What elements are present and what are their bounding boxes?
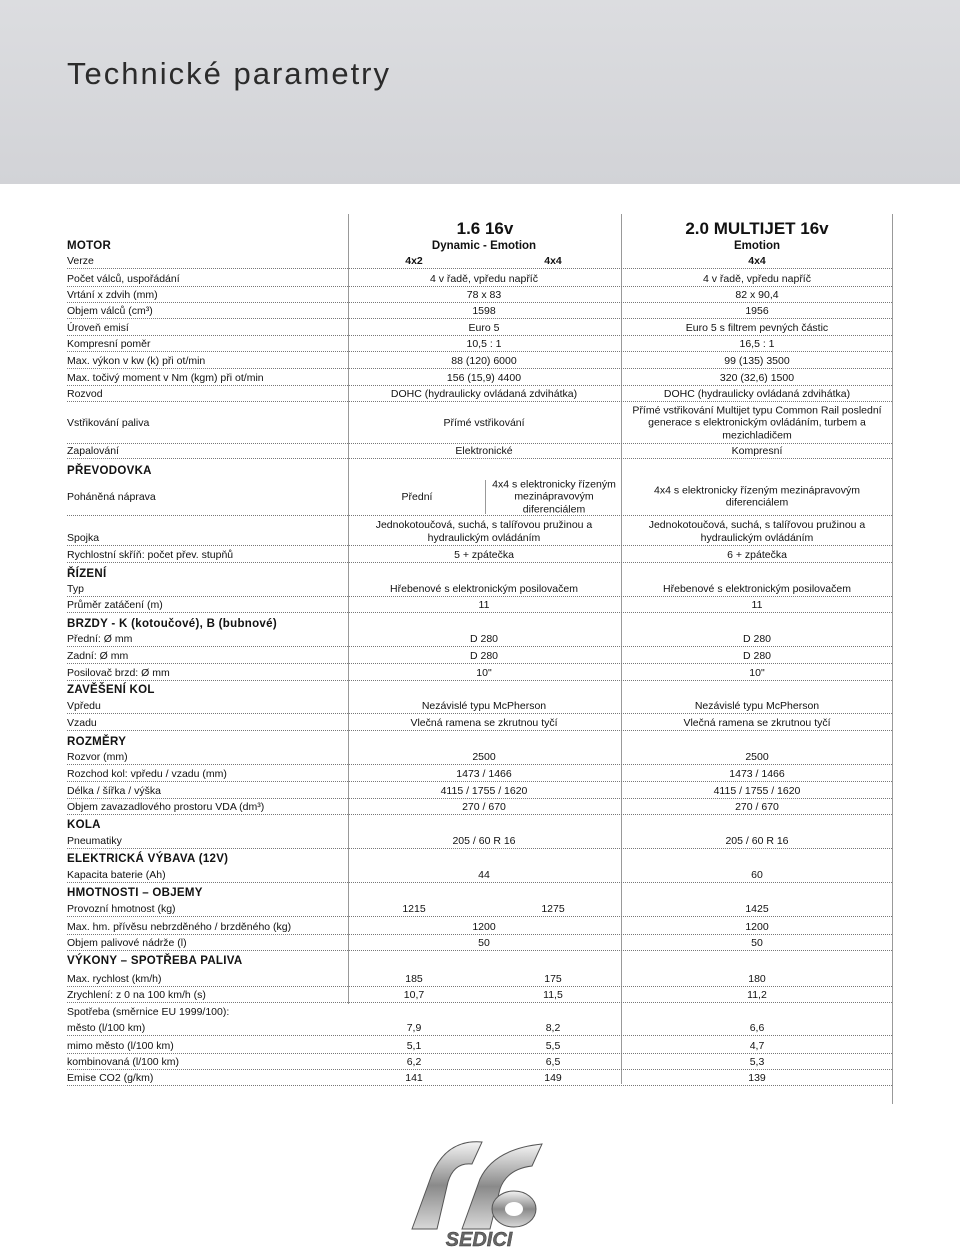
spec-label: Max. výkon v kw (k) při ot/min [67, 355, 206, 367]
value-multijet: 11,2 [747, 988, 767, 1001]
spec-label: Max. rychlost (km/h) [67, 973, 162, 985]
spec-label: Délka / šířka / výška [67, 785, 161, 797]
section-title: ROZMĚRY [67, 736, 127, 748]
value-multijet: 50 [751, 936, 763, 949]
page-header [0, 0, 960, 184]
section-heading [67, 883, 892, 900]
value-16v: 10" [476, 666, 492, 679]
section-title: ELEKTRICKÁ VÝBAVA (12V) [67, 853, 229, 865]
value-multijet: Přímé vstřikování Multijet typu Common Rail poslední generace s elektronickým ovládáním, turbem a mezichladičem [632, 403, 882, 441]
value-multijet: 60 [751, 868, 763, 881]
value-16v-4x2: 5,1 [406, 1039, 422, 1052]
section-title: VÝKONY – SPOTŘEBA PALIVA [67, 955, 243, 967]
spec-row [67, 597, 892, 613]
value-multijet: 4 v řadě, vpředu napříč [703, 272, 811, 285]
value-16v-4x4: 5,5 [545, 1039, 561, 1052]
spec-label: Vrtání x zdvih (mm) [67, 289, 158, 301]
spec-row [67, 697, 892, 714]
spec-row [67, 866, 892, 883]
spec-label: mimo město (l/100 km) [67, 1040, 174, 1052]
value-16v: 2500 [472, 750, 496, 763]
value-multijet: DOHC (hydraulicky ovládaná zdvihátka) [663, 387, 851, 400]
spec-row [67, 581, 892, 597]
value-16v: 88 (120) 6000 [451, 354, 517, 367]
spec-label: Emise CO2 (g/km) [67, 1072, 154, 1084]
spec-row [67, 1003, 892, 1019]
spec-label: Vzadu [67, 717, 97, 729]
spec-label: kombinovaná (l/100 km) [67, 1056, 180, 1068]
value-16v: D 280 [469, 632, 499, 645]
spec-row [67, 832, 892, 849]
value-multijet: Vlečná ramena se zkrutnou tyčí [683, 716, 831, 729]
spec-label: Rozvor (mm) [67, 751, 128, 763]
column-header-multijet: 2.0 MULTIJET 16v [685, 219, 829, 238]
value-multijet: 4,7 [749, 1039, 765, 1052]
section-heading [67, 237, 892, 253]
spec-row [67, 799, 892, 815]
spec-row [67, 765, 892, 782]
spec-label: Průměr zatáčení (m) [67, 599, 163, 611]
value-multijet: Jednokotoučová, suchá, s talířovou pružinou a hydraulickým ovládáním [648, 519, 866, 544]
spec-label: Rozchod kol: vpředu / vzadu (mm) [67, 768, 227, 780]
spec-label: Vstřikování paliva [67, 416, 150, 429]
spec-label: Rychlostní skříň: počet přev. stupňů [67, 549, 234, 561]
value-16v: 270 / 670 [462, 800, 506, 813]
value-16v: 44 [478, 868, 490, 881]
value-multijet: Emotion [734, 239, 780, 252]
value-multijet: 99 (135) 3500 [724, 354, 790, 367]
value-16v-4x4: 149 [544, 1071, 562, 1084]
spec-label: město (l/100 km) [67, 1022, 146, 1034]
value-16v: 4 v řadě, vpředu napříč [430, 272, 538, 285]
value-16v-4x4: 175 [544, 972, 562, 985]
section-title: HMOTNOSTI – OBJEMY [67, 887, 203, 899]
spec-label: Rozvod [67, 388, 103, 400]
value-16v: Euro 5 [468, 321, 500, 334]
value-multijet: 205 / 60 R 16 [725, 834, 789, 847]
value-16v: 4115 / 1755 / 1620 [440, 784, 528, 797]
value-16v: DOHC (hydraulicky ovládaná zdvihátka) [390, 387, 578, 400]
value-16v: 78 x 83 [466, 288, 502, 301]
spec-row [67, 402, 892, 444]
value-multijet: Hřebenové s elektronickým posilovačem [663, 582, 851, 595]
value-multijet: 4115 / 1755 / 1620 [713, 784, 801, 797]
spec-row [67, 516, 892, 546]
value-multijet: 139 [748, 1071, 766, 1084]
value-16v-4x2: 185 [405, 972, 423, 985]
section-heading [67, 459, 892, 478]
spec-row [67, 1036, 892, 1054]
value-16v-4x2: 10,7 [403, 988, 425, 1001]
spec-label: Kompresní poměr [67, 338, 151, 350]
spec-label: Počet válců, uspořádání [67, 273, 180, 285]
value-16v-4x2: 141 [405, 1071, 423, 1084]
section-heading [67, 613, 892, 631]
section-heading [67, 849, 892, 866]
spec-row [67, 664, 892, 681]
value-16v: 5 + zpátečka [454, 548, 514, 561]
column-divider-right [892, 214, 893, 1104]
value-multijet: 5,3 [749, 1055, 765, 1068]
value-multijet: 320 (32,6) 1500 [719, 371, 795, 384]
value-16v: Vlečná ramena se zkrutnou tyčí [410, 716, 558, 729]
spec-row [67, 386, 892, 402]
sedici-logo [402, 1134, 556, 1250]
value-16v: 1598 [472, 304, 496, 317]
spec-label: Posilovač brzd: Ø mm [67, 667, 170, 679]
spec-label: Zrychlení: z 0 na 100 km/h (s) [67, 989, 206, 1001]
value-16v: D 280 [469, 649, 499, 662]
section-heading [67, 563, 892, 581]
spec-label: Objem palivové nádrže (l) [67, 937, 187, 949]
value-16v-4x2: 7,9 [406, 1021, 422, 1034]
spec-label: Max. hm. přívěsu nebrzděného / brzděného (kg) [67, 921, 292, 933]
value-16v: 50 [478, 936, 490, 949]
spec-label: Poháněná náprava [67, 490, 156, 503]
value-multijet: 11 [751, 598, 763, 611]
value-16v: Přímé vstřikování [443, 416, 525, 429]
value-multijet: 6,6 [749, 1021, 765, 1034]
value-16v-4x4: 8,2 [545, 1021, 561, 1034]
value-16v-4x4: 11,5 [543, 988, 563, 1001]
spec-row [67, 478, 892, 516]
spec-label: Provozní hmotnost (kg) [67, 903, 176, 915]
spec-row [67, 546, 892, 563]
value-16v-4x2: Přední [401, 490, 433, 503]
value-multijet: Euro 5 s filtrem pevných částic [685, 321, 829, 334]
value-multijet: 16,5 : 1 [739, 337, 775, 350]
spec-label: Kapacita baterie (Ah) [67, 869, 166, 881]
value-16v-4x4: 1275 [541, 902, 565, 915]
value-multijet: 1200 [745, 920, 769, 933]
spec-label: Spojka [67, 532, 100, 544]
spec-row [67, 269, 892, 287]
spec-label: Pneumatiky [67, 835, 122, 847]
value-16v: Elektronické [455, 444, 513, 457]
spec-row [67, 714, 892, 731]
spec-label: Objem válců (cm³) [67, 305, 153, 317]
value-16v-4x2: 6,2 [406, 1055, 422, 1068]
spec-row [67, 917, 892, 935]
spec-row [67, 303, 892, 319]
value-16v: Hřebenové s elektronickým posilovačem [390, 582, 578, 595]
value-multijet: Kompresní [731, 444, 783, 457]
split-divider [485, 480, 486, 514]
spec-label: Zadní: Ø mm [67, 650, 129, 662]
spec-row [67, 444, 892, 459]
section-title: PŘEVODOVKA [67, 465, 152, 477]
value-multijet: 1473 / 1466 [729, 767, 785, 780]
spec-label: Objem zavazadlového prostoru VDA (dm³) [67, 801, 265, 813]
value-16v-4x4: 4x4 [544, 254, 562, 267]
spec-row [67, 1070, 892, 1086]
spec-row [67, 1019, 892, 1036]
spec-row [67, 782, 892, 799]
spec-label: Zapalování [67, 445, 119, 457]
value-multijet: D 280 [742, 649, 772, 662]
spec-row [67, 647, 892, 664]
spec-row [67, 935, 892, 951]
spec-row [67, 987, 892, 1003]
section-title: KOLA [67, 819, 101, 831]
value-16v-4x4: 6,5 [545, 1055, 561, 1068]
value-multijet: 1956 [745, 304, 769, 317]
spec-label: Spotřeba (směrnice EU 1999/100): [67, 1006, 230, 1018]
spec-row [67, 369, 892, 386]
section-title: MOTOR [67, 240, 112, 252]
spec-row [67, 253, 892, 269]
value-16v: 1200 [472, 920, 496, 933]
spec-row [67, 1054, 892, 1070]
value-16v: Dynamic - Emotion [431, 239, 537, 252]
column-header-16v: 1.6 16v [456, 219, 514, 238]
section-heading [67, 731, 892, 749]
value-multijet: 10" [749, 666, 765, 679]
value-multijet: 270 / 670 [735, 800, 779, 813]
spec-label: Přední: Ø mm [67, 633, 133, 645]
value-16v-4x2: 4x2 [405, 254, 423, 267]
value-multijet: 4x4 s elektronicky řízeným mezinápravovým diferenciálem [654, 484, 860, 509]
spec-label: Úroveň emisí [67, 322, 129, 334]
spec-row [67, 319, 892, 336]
value-16v: 156 (15,9) 4400 [446, 371, 522, 384]
value-16v-4x4: 4x4 s elektronicky řízeným mezinápravovým diferenciálem [492, 477, 616, 515]
spec-row [67, 336, 892, 352]
logo-text: SEDICI [445, 1229, 513, 1250]
value-multijet: 180 [748, 972, 766, 985]
value-16v: 10,5 : 1 [466, 337, 502, 350]
section-title: ZAVĚŠENÍ KOL [67, 684, 155, 696]
page-title: Technické parametry [67, 56, 392, 91]
value-multijet: 4x4 [748, 254, 766, 267]
section-heading [67, 815, 892, 832]
value-multijet: 82 x 90,4 [735, 288, 779, 301]
spec-label: Max. točivý moment v Nm (kgm) při ot/min [67, 372, 264, 384]
value-16v: 1473 / 1466 [456, 767, 512, 780]
spec-label: Verze [67, 255, 94, 267]
spec-row [67, 749, 892, 765]
spec-label: Typ [67, 583, 84, 595]
value-multijet: 6 + zpátečka [727, 548, 787, 561]
value-16v: 11 [478, 598, 490, 611]
spec-row [67, 352, 892, 369]
spec-label: Vpředu [67, 700, 101, 712]
value-16v-4x2: 1215 [402, 902, 426, 915]
value-16v: Jednokotoučová, suchá, s talířovou pružinou a hydraulickým ovládáním [375, 519, 593, 544]
value-16v: 205 / 60 R 16 [452, 834, 516, 847]
value-multijet: D 280 [742, 632, 772, 645]
spec-row [67, 631, 892, 647]
spec-row [67, 287, 892, 303]
spec-row [67, 900, 892, 917]
value-multijet: 1425 [745, 902, 769, 915]
section-title: BRZDY - K (kotoučové), B (bubnové) [67, 618, 277, 630]
section-title: ŘÍZENÍ [67, 568, 107, 580]
value-16v: Nezávislé typu McPherson [421, 699, 547, 712]
value-multijet: 2500 [745, 750, 769, 763]
section-heading [67, 951, 892, 968]
value-multijet: Nezávislé typu McPherson [694, 699, 820, 712]
spec-row [67, 968, 892, 987]
section-heading [67, 681, 892, 697]
